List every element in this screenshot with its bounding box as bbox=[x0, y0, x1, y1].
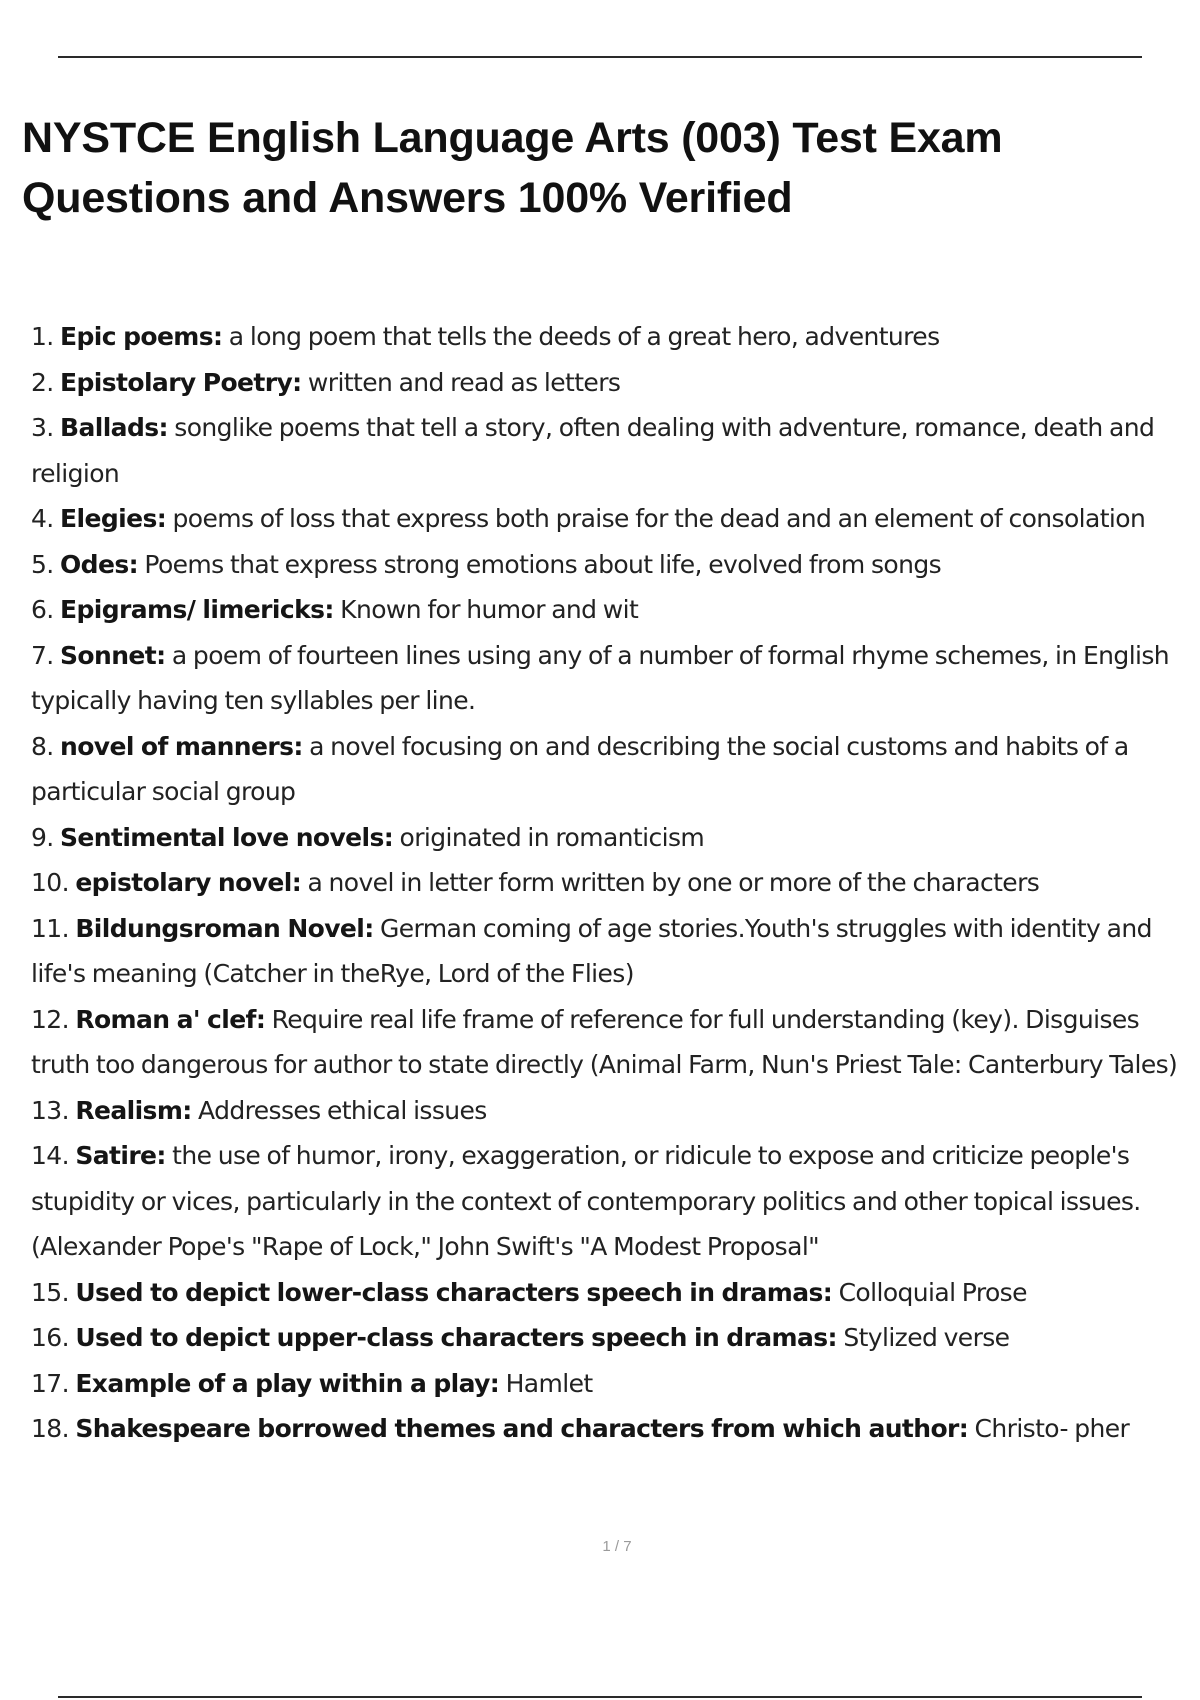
list-item bbox=[31, 405, 1199, 496]
item-definition: originated in romanticism bbox=[399, 822, 705, 852]
list-item bbox=[31, 360, 1199, 406]
bottom-divider bbox=[58, 1696, 1142, 1698]
list-item bbox=[31, 314, 1199, 360]
item-number: 10. bbox=[31, 868, 69, 897]
item-term: Sonnet: bbox=[60, 640, 166, 670]
item-term: Shakespeare borrowed themes and characters from which author: bbox=[75, 1414, 969, 1443]
item-number: 5. bbox=[31, 549, 54, 579]
item-definition: the use of humor, irony, exaggeration, or ridicule to expose and criticize people's stupidity or vices, particularly in the context of contemporary politics and other topical issues. (Alexander Pope's "Rape of Lock," John Swift's "A Modest Proposal" bbox=[31, 1141, 1141, 1261]
list-item bbox=[31, 815, 1199, 861]
item-number: 2. bbox=[31, 367, 54, 397]
item-term: Ballads: bbox=[60, 413, 168, 442]
item-definition: written and read as letters bbox=[307, 367, 621, 397]
item-term: Epigrams/ limericks: bbox=[60, 595, 334, 624]
list-item bbox=[31, 860, 1199, 906]
item-term: Example of a play within a play: bbox=[75, 1368, 500, 1398]
item-definition: Require real life frame of reference for full understanding (key). Disguises truth too dangerous for author to state directly (Animal Farm, Nun's Priest Tale: Canterbury Tales) bbox=[31, 1004, 1178, 1079]
item-term: Used to depict upper-class characters speech in dramas: bbox=[75, 1323, 837, 1352]
item-term: Roman a' clef: bbox=[75, 1004, 266, 1034]
item-definition: a novel focusing on and describing the social customs and habits of a particular social group bbox=[31, 731, 1129, 806]
item-number: 6. bbox=[31, 595, 54, 624]
list-item bbox=[31, 1406, 1199, 1452]
item-definition: Known for humor and wit bbox=[340, 595, 639, 624]
item-definition: a novel in letter form written by one or more of the characters bbox=[307, 868, 1040, 897]
item-term: Epic poems: bbox=[60, 322, 223, 351]
item-definition: poems of loss that express both praise for the dead and an element of consolation bbox=[172, 504, 1146, 533]
document-title: NYSTCE English Language Arts (003) Test Exam Questions and Answers 100% Verified bbox=[22, 114, 1003, 222]
list-item bbox=[31, 1133, 1199, 1270]
item-definition: Addresses ethical issues bbox=[198, 1095, 487, 1125]
item-number: 18. bbox=[31, 1414, 69, 1443]
item-definition: Stylized verse bbox=[843, 1323, 1010, 1352]
item-number: 13. bbox=[31, 1095, 69, 1125]
item-term: Used to depict lower-class characters speech in dramas: bbox=[75, 1277, 833, 1307]
item-term: Satire: bbox=[75, 1141, 166, 1170]
item-definition: Colloquial Prose bbox=[838, 1277, 1027, 1307]
item-definition: Poems that express strong emotions about life, evolved from songs bbox=[144, 549, 942, 579]
item-number: 14. bbox=[31, 1141, 69, 1170]
list-item bbox=[31, 1315, 1199, 1361]
item-number: 15. bbox=[31, 1277, 69, 1307]
item-number: 1. bbox=[31, 322, 54, 351]
item-term: Realism: bbox=[75, 1095, 192, 1125]
list-item bbox=[31, 1361, 1199, 1407]
item-term: Odes: bbox=[60, 549, 138, 579]
item-number: 9. bbox=[31, 822, 54, 852]
item-number: 12. bbox=[31, 1004, 69, 1034]
top-divider bbox=[58, 56, 1142, 58]
item-number: 16. bbox=[31, 1323, 69, 1352]
list-item bbox=[31, 633, 1199, 724]
page-indicator: 1 / 7 bbox=[602, 1538, 632, 1555]
item-number: 4. bbox=[31, 504, 54, 533]
question-answer-list bbox=[31, 314, 1199, 1452]
item-definition: German coming of age stories.Youth's struggles with identity and life's meaning (Catcher in theRye, Lord of the Flies) bbox=[31, 913, 1152, 988]
list-item bbox=[31, 542, 1199, 588]
item-term: epistolary novel: bbox=[75, 868, 302, 897]
item-number: 11. bbox=[31, 913, 69, 943]
item-definition: a long poem that tells the deeds of a great hero, adventures bbox=[228, 322, 940, 351]
list-item bbox=[31, 906, 1199, 997]
item-term: Epistolary Poetry: bbox=[60, 367, 302, 397]
item-definition: Christo- pher bbox=[974, 1414, 1130, 1443]
list-item bbox=[31, 1088, 1199, 1134]
list-item bbox=[31, 724, 1199, 815]
item-term: novel of manners: bbox=[60, 731, 303, 761]
list-item bbox=[31, 1270, 1199, 1316]
item-term: Sentimental love novels: bbox=[60, 822, 394, 852]
item-term: Bildungsroman Novel: bbox=[75, 913, 374, 943]
item-number: 7. bbox=[31, 640, 54, 670]
item-definition: a poem of fourteen lines using any of a number of formal rhyme schemes, in English typically having ten syllables per line. bbox=[31, 640, 1170, 715]
list-item bbox=[31, 587, 1199, 633]
item-number: 3. bbox=[31, 413, 54, 442]
item-number: 17. bbox=[31, 1368, 69, 1398]
item-term: Elegies: bbox=[60, 504, 167, 533]
item-definition: songlike poems that tell a story, often dealing with adventure, romance, death and religion bbox=[31, 413, 1155, 488]
item-number: 8. bbox=[31, 731, 54, 761]
item-definition: Hamlet bbox=[505, 1368, 593, 1398]
list-item bbox=[31, 997, 1199, 1088]
list-item bbox=[31, 496, 1199, 542]
